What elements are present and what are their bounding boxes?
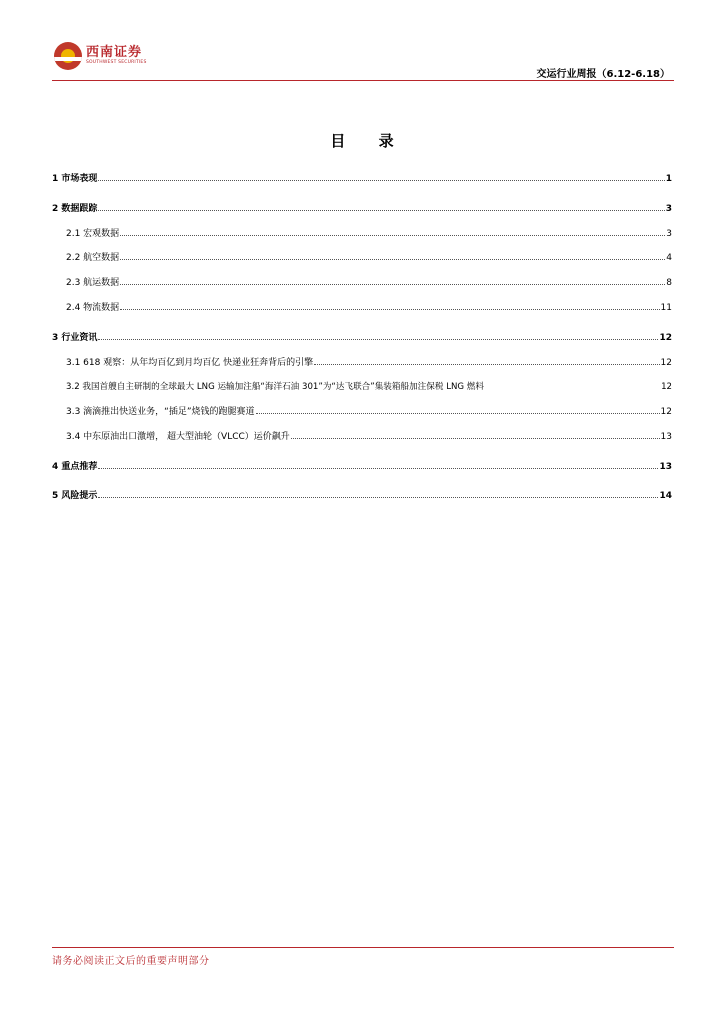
- toc-entry-3-2[interactable]: [52, 380, 672, 394]
- toc-entry-text: 2.2 航空数据: [66, 253, 120, 263]
- toc-entry-text: 5 风险提示: [52, 491, 98, 501]
- toc-entry-5[interactable]: [52, 489, 672, 503]
- footer-divider: [52, 947, 674, 948]
- toc-entry-2[interactable]: [52, 202, 672, 216]
- logo-emblem-icon: [54, 42, 82, 70]
- toc-title: 目 录: [330, 132, 408, 150]
- disclaimer-note: 请务必阅读正文后的重要声明部分: [52, 956, 210, 967]
- toc-entry-text: 2.4 物流数据: [66, 303, 120, 313]
- toc-leader-dots: [256, 413, 660, 414]
- toc-entry-text: 2.3 航运数据: [66, 278, 120, 288]
- toc-leader-dots: [98, 497, 658, 498]
- toc-entry-text: 2.1 宏观数据: [66, 229, 120, 239]
- toc-leader-dots: [120, 284, 665, 285]
- page-header: [52, 40, 674, 80]
- toc-entry-3-1[interactable]: [52, 356, 672, 370]
- toc-leader-dots: [314, 364, 659, 365]
- logo-chinese-name: 西南证券: [86, 45, 143, 60]
- report-title: 交运行业周报（6.12-6.18）: [536, 69, 670, 80]
- company-logo: [54, 42, 147, 70]
- toc-entry-page: 12: [661, 382, 672, 392]
- toc-entry-2-2[interactable]: [52, 251, 672, 265]
- toc-entry-page: 3: [666, 229, 672, 239]
- toc-leader-dots: [98, 210, 664, 211]
- toc-entry-page: 13: [660, 432, 672, 442]
- toc-entry-text: 3 行业资讯: [52, 333, 98, 343]
- toc-entry-3-4[interactable]: [52, 430, 672, 444]
- toc-entry-page: 4: [666, 253, 672, 263]
- logo-english-name: SOUTHWEST SECURITIES: [86, 60, 147, 65]
- toc-leader-dots: [291, 438, 660, 439]
- toc-entry-4[interactable]: [52, 460, 672, 474]
- toc-entry-text: 3.4 中东原油出口激增， 超大型油轮（VLCC）运价飙升: [66, 432, 290, 442]
- toc-entry-text: 3.2 我国首艘自主研制的全球最大 LNG 运输加注船“海洋石油 301”为“达飞联合”集装箱船加注保税 LNG 燃料: [66, 382, 484, 392]
- toc-entry-page: 13: [659, 462, 672, 472]
- toc-leader-dots: [120, 259, 665, 260]
- toc-entry-page: 14: [659, 491, 672, 501]
- toc-entry-text: 3.3 滴滴推出快送业务，“插足”烧钱的跑腿赛道: [66, 407, 255, 417]
- toc-entry-1[interactable]: [52, 172, 672, 186]
- toc-entry-text: 3.1 618 观察：从年均百亿到月均百亿 快递业狂奔背后的引擎: [66, 358, 314, 368]
- toc-leader-dots: [98, 468, 658, 469]
- toc-entry-page: 11: [660, 303, 672, 313]
- toc-entry-page: 3: [665, 204, 672, 214]
- toc-entry-text: 1 市场表现: [52, 174, 98, 184]
- toc-entry-3-3[interactable]: [52, 405, 672, 419]
- toc-entry-page: 12: [659, 333, 672, 343]
- toc-leader-dots: [98, 180, 664, 181]
- toc-entry-text: 2 数据跟踪: [52, 204, 98, 214]
- toc-leader-dots: [120, 235, 665, 236]
- header-divider: [52, 80, 674, 81]
- toc-leader-dots: [120, 309, 659, 310]
- toc-entry-text: 4 重点推荐: [52, 462, 98, 472]
- toc-leader-dots: [98, 339, 658, 340]
- toc-entry-3[interactable]: [52, 331, 672, 345]
- toc-entry-page: 12: [660, 358, 672, 368]
- toc-entry-2-1[interactable]: [52, 227, 672, 241]
- toc-entry-2-3[interactable]: [52, 276, 672, 290]
- toc-entry-2-4[interactable]: [52, 301, 672, 315]
- toc-entry-page: 12: [660, 407, 672, 417]
- toc-entry-page: 1: [665, 174, 672, 184]
- toc-entry-page: 8: [666, 278, 672, 288]
